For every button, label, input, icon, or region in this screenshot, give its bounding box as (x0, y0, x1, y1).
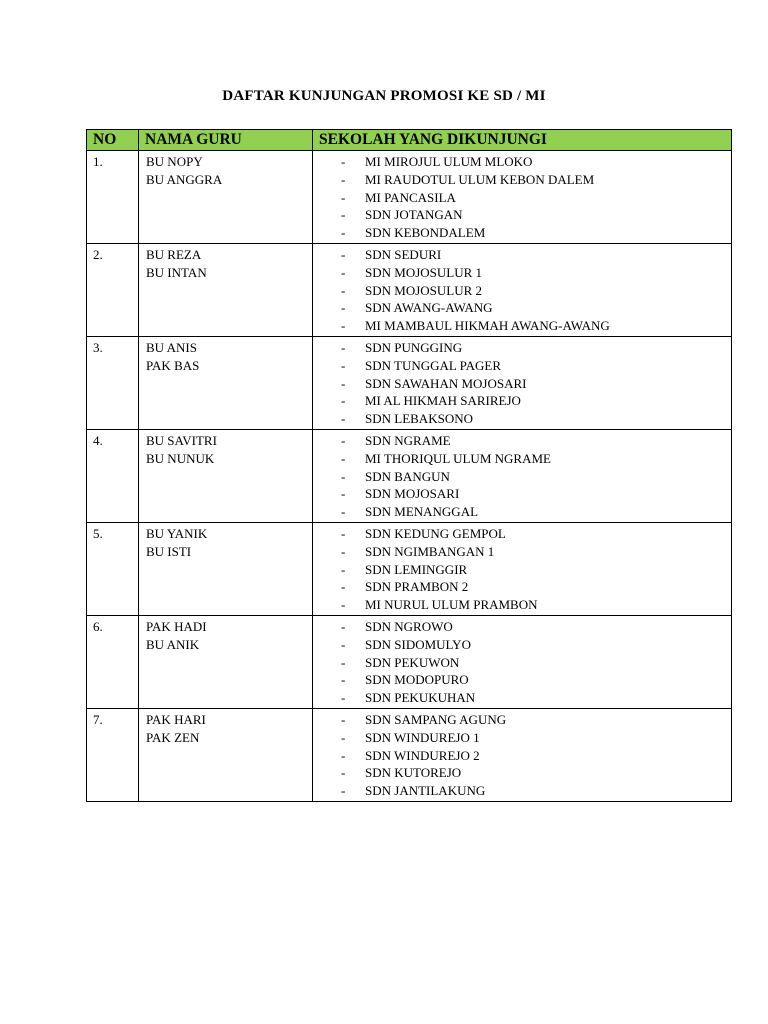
table-header (87, 130, 732, 151)
dash-bullet: - (341, 765, 346, 781)
school-item (341, 729, 731, 747)
school-item (341, 636, 731, 654)
row-number: 1. (87, 151, 139, 244)
school-item (341, 299, 731, 317)
dash-bullet: - (341, 729, 346, 745)
teacher-name: BU SAVITRI (146, 432, 217, 448)
header-nama-guru: NAMA GURU (139, 130, 313, 151)
school-list-cell (313, 615, 732, 708)
dash-bullet: - (341, 618, 346, 634)
dash-bullet: - (341, 525, 346, 541)
school-name: SDN MOJOSARI (365, 486, 460, 502)
dash-bullet: - (341, 747, 346, 763)
school-item (341, 596, 731, 614)
table-body (87, 151, 732, 802)
school-list-cell (313, 522, 732, 615)
teacher-name: PAK BAS (146, 357, 200, 373)
teacher-names (139, 336, 313, 429)
school-item (341, 432, 731, 450)
teacher-name: BU ANGGRA (146, 171, 223, 187)
school-name: SDN PEKUWON (365, 654, 460, 670)
table-row (87, 429, 732, 522)
dash-bullet: - (341, 393, 346, 409)
school-item (341, 654, 731, 672)
dash-bullet: - (341, 375, 346, 391)
school-list-cell (313, 151, 732, 244)
school-name: SDN NGRAME (365, 432, 451, 448)
school-item (341, 689, 731, 707)
dash-bullet: - (341, 636, 346, 652)
dash-bullet: - (341, 597, 346, 613)
school-name: SDN SIDOMULYO (365, 636, 471, 652)
school-list (313, 246, 731, 335)
teacher-name: BU NOPY (146, 154, 203, 169)
school-name: SDN KEDUNG GEMPOL (365, 525, 506, 541)
school-item (341, 671, 731, 689)
school-list (313, 618, 731, 707)
school-list (313, 525, 731, 614)
school-name: SDN WINDUREJO 1 (365, 729, 480, 745)
table-row (87, 151, 732, 244)
school-item (341, 375, 731, 393)
school-item (341, 468, 731, 486)
school-list-cell (313, 708, 732, 801)
school-name: SDN SEDURI (365, 246, 442, 262)
teacher-name: PAK HARI (146, 711, 206, 727)
dash-bullet: - (341, 543, 346, 559)
dash-bullet: - (341, 225, 346, 241)
school-list (313, 432, 731, 521)
school-name: SDN SAWAHAN MOJOSARI (365, 375, 527, 391)
school-item (341, 339, 731, 357)
visit-table (86, 129, 732, 802)
teacher-name: BU REZA (146, 246, 202, 262)
teacher-names (139, 522, 313, 615)
school-item (341, 747, 731, 765)
school-name: SDN JANTILAKUNG (365, 783, 486, 799)
row-number: 2. (87, 243, 139, 336)
row-number: 6. (87, 615, 139, 708)
document-title: DAFTAR KUNJUNGAN PROMOSI KE SD / MI (222, 88, 546, 104)
school-item (341, 578, 731, 596)
dash-bullet: - (341, 690, 346, 706)
row-number: 3. (87, 336, 139, 429)
school-list (313, 339, 731, 428)
school-name: SDN TUNGGAL PAGER (365, 357, 502, 373)
teacher-names (139, 243, 313, 336)
school-list-cell (313, 429, 732, 522)
teacher-names (139, 615, 313, 708)
school-name: SDN KUTOREJO (365, 765, 462, 781)
school-item (341, 543, 731, 561)
dash-bullet: - (341, 486, 346, 502)
school-name: SDN MODOPURO (365, 672, 469, 688)
teacher-name: PAK HADI (146, 618, 207, 634)
school-item (341, 206, 731, 224)
school-name: SDN JOTANGAN (365, 207, 463, 223)
school-name: MI PANCASILA (365, 189, 456, 205)
dash-bullet: - (341, 264, 346, 280)
school-item (341, 153, 731, 171)
school-item (341, 618, 731, 636)
row-number: 7. (87, 708, 139, 801)
school-name: SDN PEKUKUHAN (365, 690, 476, 706)
teacher-name: BU ANIK (146, 636, 200, 652)
table-row (87, 336, 732, 429)
school-list (313, 153, 731, 242)
dash-bullet: - (341, 171, 346, 187)
table-row (87, 615, 732, 708)
school-list-cell (313, 243, 732, 336)
school-name: SDN MOJOSULUR 2 (365, 282, 483, 298)
teacher-names (139, 151, 313, 244)
teacher-names (139, 429, 313, 522)
dash-bullet: - (341, 318, 346, 334)
school-item (341, 264, 731, 282)
school-item (341, 189, 731, 207)
school-name: SDN AWANG-AWANG (365, 300, 493, 316)
dash-bullet: - (341, 154, 346, 169)
school-item (341, 782, 731, 800)
school-name: SDN LEBAKSONO (365, 411, 473, 427)
school-name: SDN BANGUN (365, 468, 450, 484)
table-row (87, 708, 732, 801)
school-item (341, 410, 731, 428)
school-item (341, 485, 731, 503)
dash-bullet: - (341, 711, 346, 727)
school-item (341, 317, 731, 335)
dash-bullet: - (341, 246, 346, 262)
school-name: SDN PRAMBON 2 (365, 579, 469, 595)
school-item (341, 503, 731, 521)
school-name: SDN NGIMBANGAN 1 (365, 543, 495, 559)
school-list-cell (313, 336, 732, 429)
dash-bullet: - (341, 189, 346, 205)
dash-bullet: - (341, 783, 346, 799)
school-name: SDN PUNGGING (365, 339, 463, 355)
dash-bullet: - (341, 654, 346, 670)
teacher-name: PAK ZEN (146, 729, 200, 745)
school-name: MI RAUDOTUL ULUM KEBON DALEM (365, 171, 595, 187)
table-row (87, 243, 732, 336)
dash-bullet: - (341, 468, 346, 484)
teacher-name: BU ANIS (146, 339, 197, 355)
school-name: SDN NGROWO (365, 618, 453, 634)
school-name: MI AL HIKMAH SARIREJO (365, 393, 521, 409)
row-number: 5. (87, 522, 139, 615)
school-name: MI NURUL ULUM PRAMBON (365, 597, 538, 613)
teacher-name: BU ISTI (146, 543, 192, 559)
school-item (341, 246, 731, 264)
header-sekolah: SEKOLAH YANG DIKUNJUNGI (313, 130, 732, 151)
teacher-names (139, 708, 313, 801)
dash-bullet: - (341, 300, 346, 316)
dash-bullet: - (341, 207, 346, 223)
dash-bullet: - (341, 411, 346, 427)
school-name: MI MIROJUL ULUM MLOKO (365, 154, 533, 169)
school-name: MI THORIQUL ULUM NGRAME (365, 450, 551, 466)
school-item (341, 450, 731, 468)
dash-bullet: - (341, 450, 346, 466)
dash-bullet: - (341, 432, 346, 448)
dash-bullet: - (341, 672, 346, 688)
school-name: SDN SAMPANG AGUNG (365, 711, 507, 727)
school-name: SDN MENANGGAL (365, 504, 479, 520)
dash-bullet: - (341, 579, 346, 595)
school-item (341, 392, 731, 410)
teacher-name: BU NUNUK (146, 450, 215, 466)
school-item (341, 357, 731, 375)
teacher-name: BU INTAN (146, 264, 207, 280)
header-no: NO (87, 130, 139, 151)
school-item (341, 171, 731, 189)
school-item (341, 282, 731, 300)
school-name: SDN MOJOSULUR 1 (365, 264, 483, 280)
school-name: SDN KEBONDALEM (365, 225, 486, 241)
school-name: SDN WINDUREJO 2 (365, 747, 480, 763)
dash-bullet: - (341, 561, 346, 577)
school-item (341, 764, 731, 782)
school-name: MI MAMBAUL HIKMAH AWANG-AWANG (365, 318, 610, 334)
school-item (341, 711, 731, 729)
school-item (341, 561, 731, 579)
dash-bullet: - (341, 357, 346, 373)
row-number: 4. (87, 429, 139, 522)
teacher-name: BU YANIK (146, 525, 208, 541)
school-item (341, 525, 731, 543)
school-item (341, 224, 731, 242)
table-row (87, 522, 732, 615)
school-list (313, 711, 731, 800)
dash-bullet: - (341, 282, 346, 298)
school-name: SDN LEMINGGIR (365, 561, 468, 577)
dash-bullet: - (341, 504, 346, 520)
dash-bullet: - (341, 339, 346, 355)
